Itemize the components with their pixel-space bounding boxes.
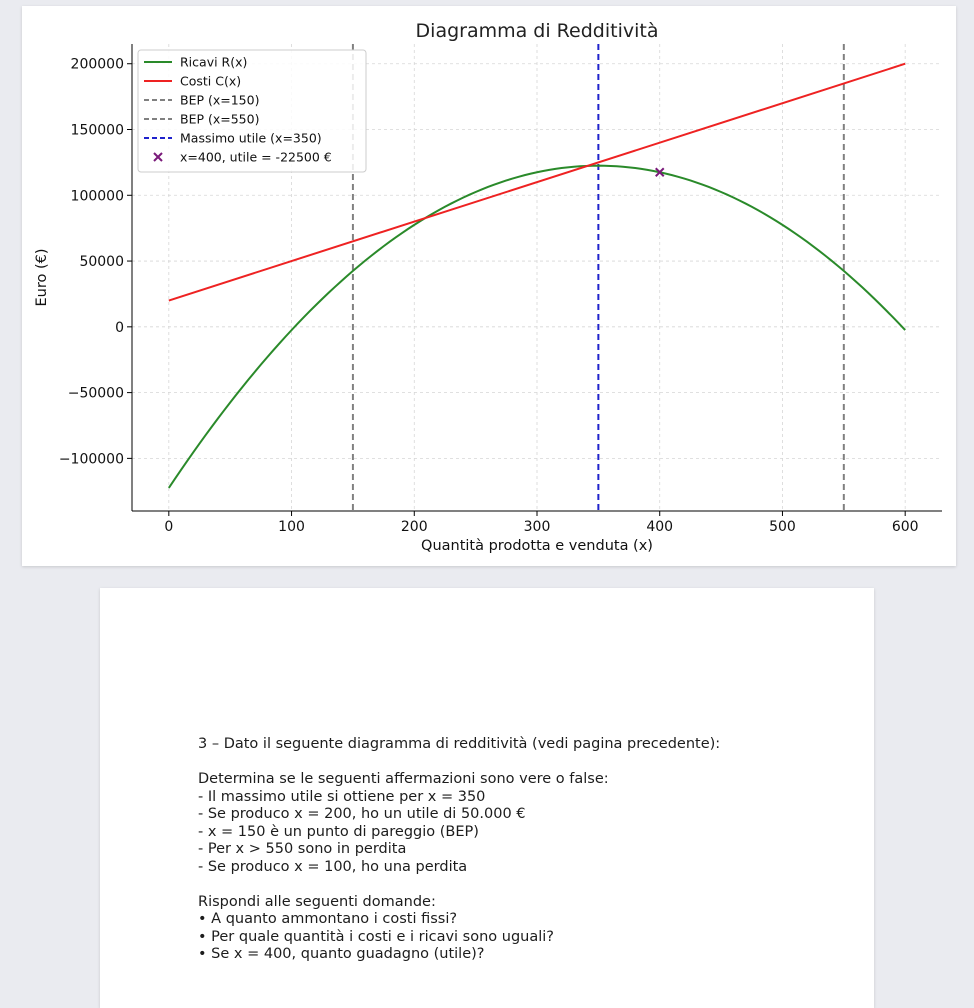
y-tick-label: −50000	[67, 385, 124, 402]
y-tick-label: 0	[115, 319, 124, 336]
x-tick-label: 400	[646, 519, 674, 535]
x-tick-label: 300	[523, 519, 551, 535]
statement-item: - Se produco x = 200, ho un utile di 50.000 €	[198, 806, 526, 822]
legend-label: BEP (x=150)	[180, 92, 260, 108]
legend-label: Ricavi R(x)	[180, 54, 248, 70]
y-tick-label: −100000	[58, 451, 124, 468]
statement-item: - Se produco x = 100, ho una perdita	[198, 858, 468, 875]
y-tick-label: 150000	[70, 122, 124, 139]
legend-label: Costi C(x)	[180, 73, 242, 89]
x-tick-label: 100	[278, 519, 305, 535]
statements-intro: Determina se le seguenti affermazioni sono vere o false:	[198, 771, 609, 787]
legend-entry	[154, 150, 332, 165]
y-tick-label: 200000	[70, 56, 124, 73]
exercise-card	[100, 588, 874, 1008]
y-tick-label: 50000	[79, 254, 124, 271]
question-item: • A quanto ammontano i costi fissi?	[198, 911, 458, 927]
questions-intro: Rispondi alle seguenti domande:	[198, 893, 436, 910]
x-axis-label: Quantità prodotta e venduta (x)	[421, 538, 653, 554]
exercise-heading: 3 – Dato il seguente diagramma di redditività (vedi pagina precedente):	[198, 736, 721, 752]
y-axis-label: Euro (€)	[34, 248, 50, 307]
questions-list	[198, 911, 838, 964]
x-tick-label: 200	[400, 519, 428, 535]
statement-item: - x = 150 è un punto di pareggio (BEP)	[198, 823, 479, 840]
chart-card	[22, 6, 956, 566]
statement-item: - Per x > 550 sono in perdita	[198, 841, 407, 857]
x-tick-label: 600	[891, 519, 919, 535]
x-tick-label: 500	[769, 519, 796, 535]
question-item: • Se x = 400, quanto guadagno (utile)?	[198, 946, 485, 962]
legend-label: x=400, utile = -22500 €	[180, 149, 332, 165]
profitability-chart	[22, 6, 956, 566]
exercise-text	[198, 736, 838, 964]
chart-title: Diagramma di Redditività	[415, 20, 659, 42]
legend-label: BEP (x=550)	[180, 111, 260, 127]
x-tick-label: 0	[164, 519, 174, 535]
question-item: • Per quale quantità i costi e i ricavi sono uguali?	[198, 928, 554, 945]
legend-label: Massimo utile (x=350)	[180, 130, 322, 146]
y-tick-label: 100000	[70, 188, 124, 205]
statement-item: - Il massimo utile si ottiene per x = 350	[198, 788, 486, 805]
statements-list	[198, 789, 838, 877]
